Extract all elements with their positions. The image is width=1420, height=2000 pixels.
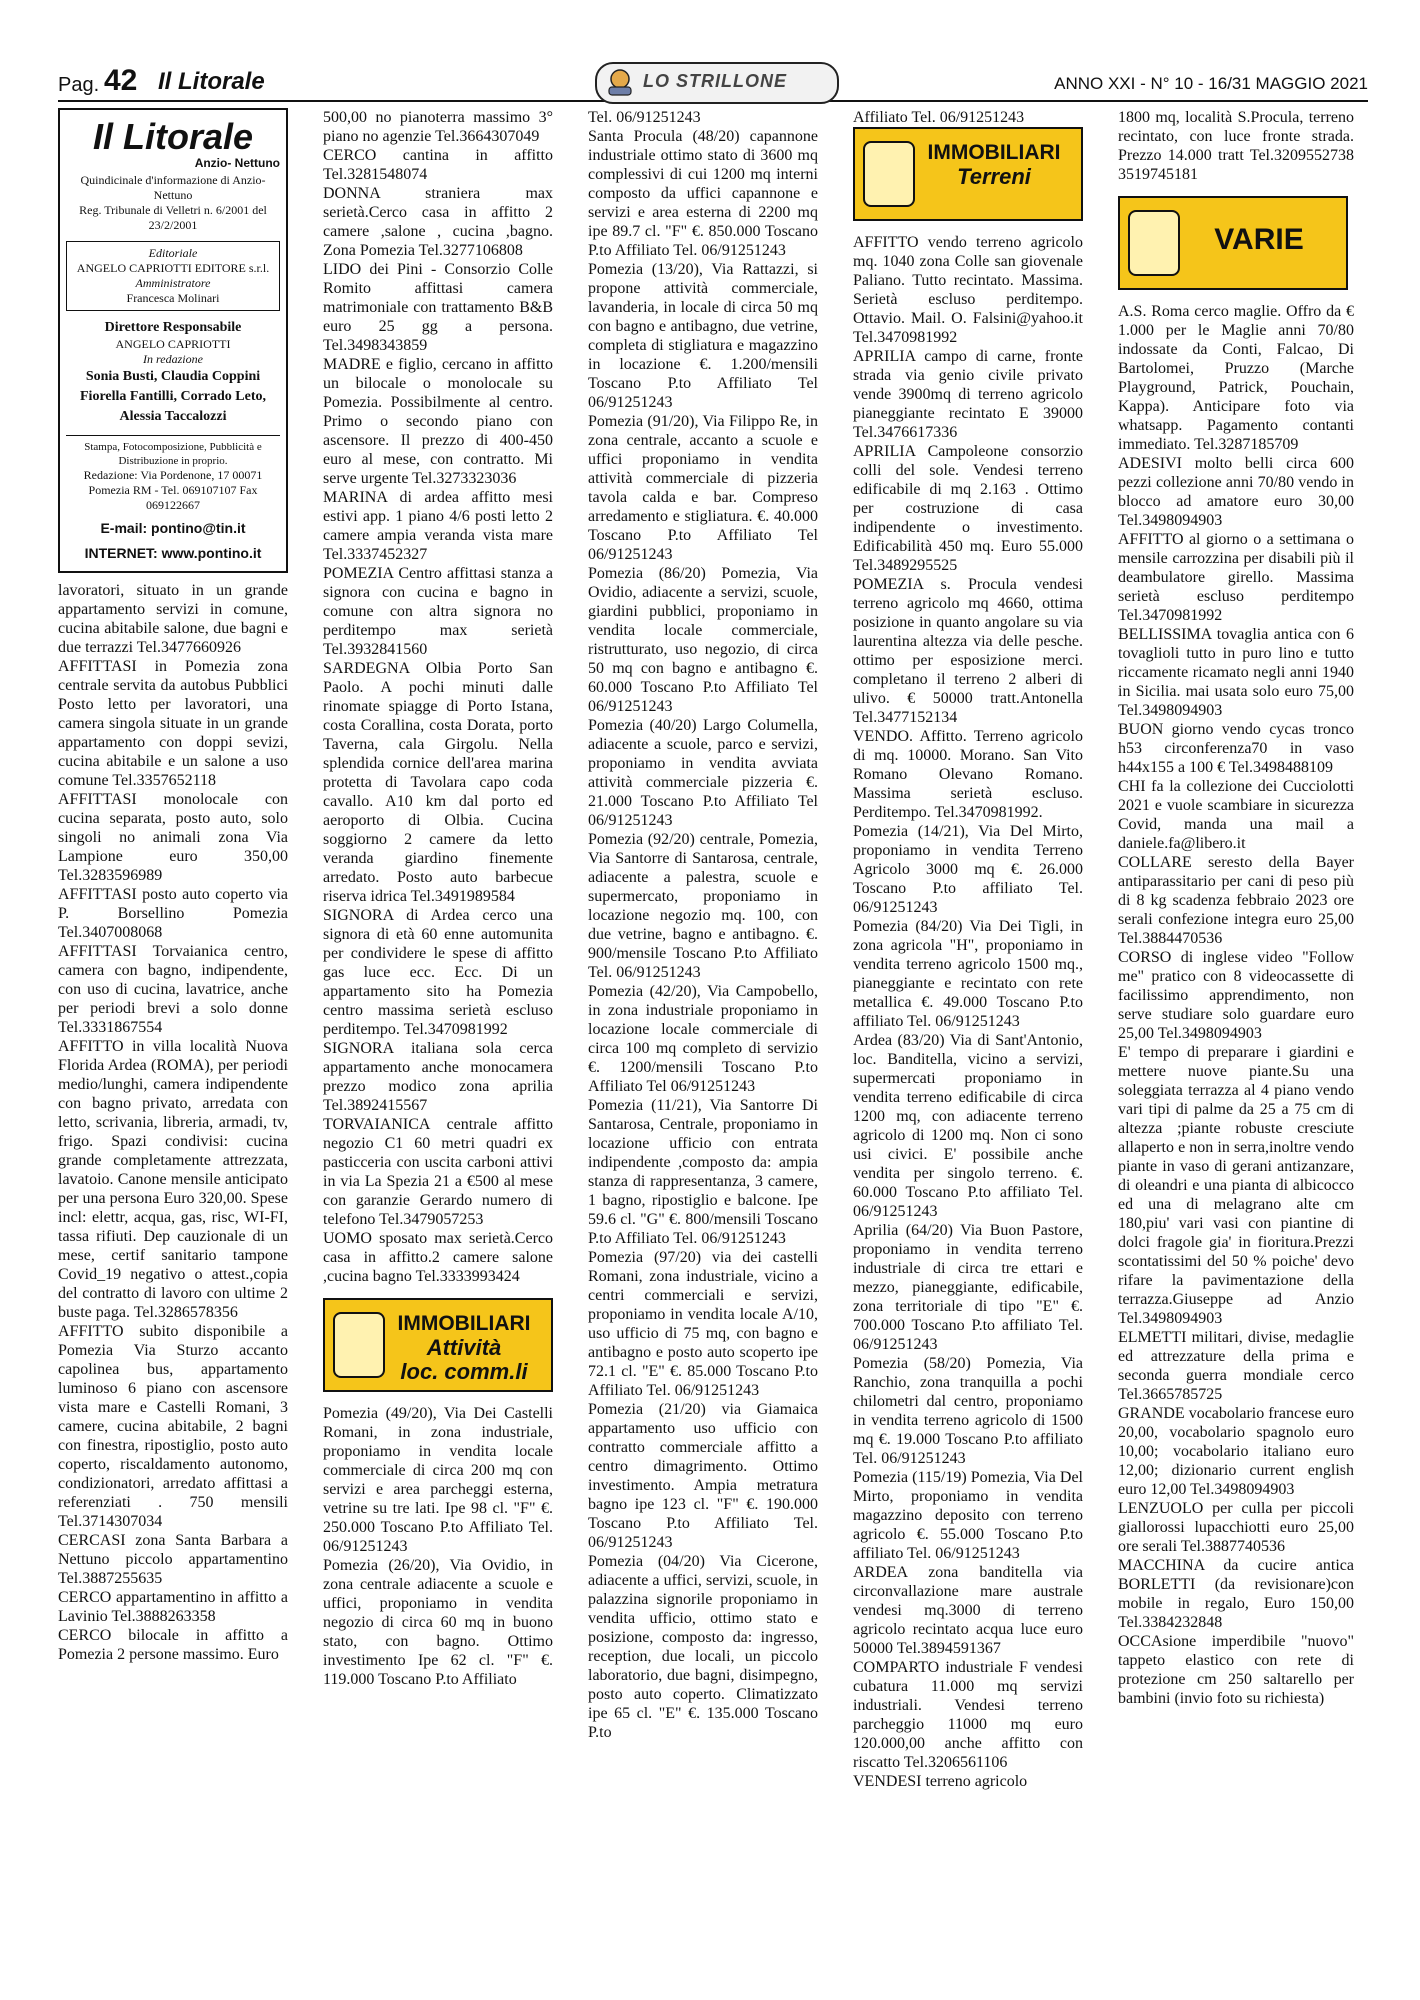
banner-title-line1: IMMOBILIARI [927,141,1061,164]
page-label: Pag. [58,74,100,96]
masthead-description: Quindicinale d'informazione di Anzio-Nettuno [80,173,266,202]
amministratore-name: Francesca Molinari [126,291,220,305]
redazione-label: In redazione [143,352,203,366]
classified-ad: LENZUOLO per culla per piccoli giallorossi lupacchiotti euro 25,00 ore serali Tel.3887740536 [1118,1500,1354,1555]
classified-ad: AFFITTO vendo terreno agricolo mq. 1040 zona Colle san giovenale Paliano. Tutto recintato. Massima. Serietà escluso perditempo. Ottavio. Mail. O. Falsini@yahoo.it Tel.3470981992 [853,234,1083,346]
amministratore-label: Amministratore [135,276,211,290]
logo-text: LO STRILLONE [643,71,787,91]
classified-list [588,108,818,1742]
classified-ad: Aprilia (64/20) Via Buon Pastore, proponiamo in vendita terreno industriale di circa tre ettari e mezzo, pianeggiante, edificabile, zona territoriale di tipo "E" €. 700.000 Toscano P.to affiliato Tel. 06/91251243 [853,1222,1083,1353]
immobiliari-terreni-banner [853,127,1083,221]
classified-ad: A.S. Roma cerco maglie. Offro da € 1.000 per le Maglie anni 70/80 indossate da Conti, Falcao, Di Bartolomei, Pruzzo (Marche Playground, Patrick, Pouchain, Kappa). Anticipare foto via whatsapp. Pagamento contanti immediato. Tel.3287185709 [1118,303,1354,453]
classified-ad: Pomezia (91/20), Via Filippo Re, in zona centrale, accanto a scuole e uffici proponiamo in vendita attività commerciale di pizzeria tavola calda e bar. Compreso arredamento e stigliatura. €. 40.000 Toscano P.to Affiliato Tel 06/91251243 [588,413,818,563]
classified-list [1118,108,1354,184]
classified-ad: Pomezia (04/20) Via Cicerone, adiacente a uffici, servizi, scuole, in palazzina signorile proponiamo in vendita ufficio, ottimo stato e posizione, composto da: ingresso, reception, due locali, un piccolo laboratorio, due bagni, disimpegno, posto auto coperto. Climatizzato ipe 65 cl. "E" €. 135.000 Toscano P.to [588,1553,818,1741]
masthead-title: Il Litorale [92,116,254,157]
classified-ad: AFFITTO subito disponibile a Pomezia Via Sturzo accanto capolinea bus, appartamento luminoso 6 piano con ascensore vista mare e Castelli Romani, 3 camere, cucina abitabile, 2 bagni con finestra, ripostiglio, posto auto coperto, riscaldamento autonomo, condizionatori, arredato affittasi a referenziati . 750 mensili Tel.3714307034 [58,1323,288,1530]
column-5 [1118,108,1354,1708]
classified-ad: AFFITTASI monolocale con cucina separata, posto auto, solo singoli no animali zona Via Lampione euro 350,00 Tel.3283596989 [58,791,288,884]
mascot-badge-icon [333,1312,385,1378]
classified-ad: ADESIVI molto belli circa 600 pezzi collezione anni 70/80 vendo in blocco ad amatore euro 30,00 Tel.3498094903 [1118,455,1354,529]
mascot-badge-icon [1128,210,1180,276]
lo-strillone-logo [595,62,839,104]
editoriale-label: Editoriale [148,246,198,260]
classified-ad: Pomezia (58/20) Pomezia, Via Ranchio, zona tranquilla a pochi chilometri dal centro, proponiamo in vendita terreno agricolo di 1500 mq €. 19.000 Toscano P.to affiliato Tel. 06/91251243 [853,1355,1083,1467]
classified-ad: CORSO di inglese video "Follow me" pratico con 8 videocassette di facilissimo apprendimento, non serve studiare solo guardare euro 25,00 Tel.3498094903 [1118,949,1354,1042]
classified-ad: TORVAIANICA centrale affitto negozio C1 60 metri quadri ex pasticceria con uscita carboni attivi in via La Spezia 21 a €500 al mese con garanzie Gerardo numero di telefono Tel.3479057253 [323,1116,553,1228]
banner-title-line3: loc. comm.li [400,1359,528,1384]
immobiliari-attivita-banner [323,1298,553,1392]
classified-ad: ARDEA zona banditella via circonvallazione mare australe vendesi mq.3000 di terreno agricolo recintato acqua luce euro 50000 Tel.3894591367 [853,1564,1083,1657]
banner-title [913,141,1075,189]
classified-ad: 500,00 no pianoterra massimo 3° piano no agenzie Tel.3664307049 [323,109,553,145]
classified-list [1118,302,1354,1708]
direttore-name: ANGELO CAPRIOTTI [115,337,231,351]
classified-ad: E' tempo di preparare i giardini e mettere nuove piante.Su una soleggiata terrazza al 4 piano vendo vari tipi di palme da 25 a 75 cm di altezza ;piante robuste cresciute allaperto e non in serra,inoltre vendo piante in vaso di gerani antizanzare, di oleandri e una pianta di albicocco ed una di melagrano alte cm 180,piu' vari vasi con piantine di dolci fragole gia' in fioritura.Prezzi scontatissimi del 50 % poiche' devo rifare la pavimentazione della terrazza.Giuseppe ad Anzio Tel.3498094903 [1118,1044,1354,1327]
classified-ad: Pomezia (21/20) via Giamaica appartamento uso ufficio con contratto commerciale affitto a centro dimagrimento. Ottimo investimento. Ampia metratura bagno ipe 123 cl. "F" €. 190.000 Toscano P.to Affiliato Tel. 06/91251243 [588,1401,818,1551]
classified-ad: LIDO dei Pini - Consorzio Colle Romito affittasi camera matrimoniale con trattamento B&B euro 25 gg a persona. Tel.3498343859 [323,261,553,354]
masthead-box [58,108,288,573]
banner-title [383,1312,545,1384]
email-contact: E-mail: pontino@tin.it [100,520,246,536]
classified-ad: DONNA straniera max serietà.Cerco casa in affitto 2 camere ,salone , cucina ,bagno. Zona Pomezia Tel.3277106808 [323,185,553,259]
classified-ad: AFFITTO in villa località Nuova Florida Ardea (ROMA), per periodi medio/lunghi, camera indipendente con bagno privato, arredata con letto, scrivania, libreria, armadi, tv, frigo. Spazi condivisi: cucina grande completamente attrezzata, lavatoio. Canone mensile anticipato per una persona Euro 320,00. Spese incl: elettr, acqua, gas, risc, WI-FI, tassa rifiuti. Dep cauzionale di un mese, certif sanitario tampone Covid_19 negativo o attest.,copia del contratto di lavoro con ultime 2 buste paga. Tel.3286578356 [58,1038,288,1321]
redazione-names: Sonia Busti, Claudia Coppini Fiorella Fantilli, Corrado Leto, Alessia Taccalozzi [80,369,266,424]
classified-ad: GRANDE vocabolario francese euro 20,00, vocabolario spagnolo euro 10,00; vocabolario italiano euro 12,00; dizionario current english euro 12,00 Tel.3498094903 [1118,1405,1354,1498]
classified-ad: Pomezia (49/20), Via Dei Castelli Romani, in zona industriale, proponiamo in vendita locale commerciale di circa 200 mq con servizi e area parcheggi esterna, vetrine su tre lati. Ipe 98 cl. "F" €. 250.000 Toscano P.to Affiliato Tel. 06/91251243 [323,1405,553,1555]
classified-ad: Ardea (83/20) Via di Sant'Antonio, loc. Banditella, vicino a servizi, supermercati proponiamo in vendita terreno edificabile di circa 1200 mq, con adiacente terreno agricolo di 1200 mq. Non ci sono usi civici. E' possibile anche vendita per singolo terreno. €. 60.000 Toscano P.to affiliato Tel. 06/91251243 [853,1032,1083,1220]
classified-ad: SIGNORA di Ardea cerco una signora di età 60 enne automunita per condividere le spese di affitto gas luce ecc. Ecc. Di un appartamento sito ha Pomezia centro massima serietà escluso perditempo. Tel.3470981992 [323,907,553,1038]
column-2 [323,108,553,1689]
publication-name: Il Litorale [158,68,265,95]
classified-ad: Pomezia (42/20), Via Campobello, in zona industriale proponiamo in locazione locale commerciale di circa 100 mq completo di servizio €. 1200/mensili Toscano P.to Affiliato Tel 06/91251243 [588,983,818,1095]
classified-ad: APRILIA campo di carne, fronte strada via genio civile privato vende 3900mq di terreno agricolo pianeggiante recintato E 39000 Tel.3476617336 [853,348,1083,441]
classified-ad: APRILIA Campoleone consorzio colli del sole. Vendesi terreno edificabile di mq 2.163 . Ottimo per costruzione di casa indipendente o investimento. Edificabilità 450 mq. Euro 55.000 Tel.3489295525 [853,443,1083,574]
classified-ad: 1800 mq, località S.Procula, terreno recintato, con luce fronte strada. Prezzo 14.000 tratt Tel.3209552738 3519745181 [1118,109,1354,183]
classified-ad: UOMO sposato max serietà.Cerco casa in affitto.2 camere salone ,cucina bagno Tel.3333993424 [323,1230,553,1285]
classified-ad: OCCAsione imperdibile "nuovo" tappeto elastico con rete di protezione cm 250 saltarello per bambini (invio foto su richiesta) [1118,1633,1354,1707]
classified-ad: MADRE e figlio, cercano in affitto un bilocale o monolocale su Pomezia. Possibilmente al centro. Primo o secondo piano con ascensore. Il prezzo di 400-450 euro al mese, con contratto. Mi serve urgente Tel.3273323036 [323,356,553,487]
varie-banner [1118,196,1348,290]
classified-ad: BELLISSIMA tovaglia antica con 6 tovaglioli tutto in puro lino e tutto riccamente ricamato negli anni 1940 in Sicilia. mai usata solo euro 75,00 Tel.3498094903 [1118,626,1354,719]
classified-ad: Pomezia (11/21), Via Santorre Di Santarosa, Centrale, proponiamo in locazione ufficio con entrata indipendente ,composto da: ampia stanza di rappresentanza, 3 camere, 1 bagno, ripostiglio e balcone. Ipe 59.6 cl. "G" €. 800/mensili Toscano P.to Affiliato Tel. 06/91251243 [588,1097,818,1247]
classified-ad: AFFITTASI in Pomezia zona centrale servita da autobus Pubblici Posto letto per lavoratori, una camera singola situate in un grande appartamento con doppi sevizi, cucina abitabile e un salone a uso comune Tel.3357652118 [58,658,288,789]
classified-ad: MACCHINA da cucire antica BORLETTI (da revisionare)con mobile in regalo, Euro 150,00 Tel.3384232848 [1118,1557,1354,1631]
masthead-subtitle: Anzio- Nettuno [194,156,280,170]
classified-ad: AFFITTO al giorno o a settimana o mensile carrozzina per disabili più il deambulatore girello. Massima serietà escluso perditempo Tel.3470981992 [1118,531,1354,624]
mascot-badge-icon [863,141,915,207]
classified-list [853,233,1083,1791]
column-3 [588,108,818,1742]
classified-ad: SARDEGNA Olbia Porto San Paolo. A pochi minuti dalle rinomate spiagge di Porto Istana, costa Corallina, costa Dorata, porto Taverna, cala Girgolu. Nella splendida cornice dell'area marina protetta di Tavolara capo coda cavallo. A10 km dal porto ed aeroporto di Olbia. Cucina soggiorno 2 camere da letto veranda giardino finemente arredato. Posto auto barbecue riserva idrica Tel.3491989584 [323,660,553,905]
classified-ad: CERCO cantina in affitto Tel.3281548074 [323,147,553,183]
classified-ad: ELMETTI militari, divise, medaglie ed attrezzature della prima e seconda guerra mondiale cerco Tel.3665785725 [1118,1329,1354,1403]
redazione-address: Redazione: Via Pordenone, 17 00071 Pomezia RM - Tel. 069107107 Fax 069122667 [83,468,263,512]
editore-name: ANGELO CAPRIOTTI EDITORE s.r.l. [76,261,270,275]
classified-ad: AFFITTASI posto auto coperto via P. Borsellino Pomezia Tel.3407008068 [58,886,288,941]
classified-ad: Pomezia (92/20) centrale, Pomezia, Via Santorre di Santarosa, centrale, adiacente a palestra, scuole e supermercato, proponiamo in locazione negozio mq. 100, con due vetrine, bagno e antibagno. €. 900/mensile Toscano P.to Affiliato Tel. 06/91251243 [588,831,818,981]
classified-ad: CERCASI zona Santa Barbara a Nettuno piccolo appartamentino Tel.3887255635 [58,1532,288,1587]
classified-ad: COLLARE seresto della Bayer antiparassitario per cani di peso più di 8 kg scadenza febbraio 2023 ore serali confezione integra euro 25,00 Tel.3884470536 [1118,854,1354,947]
classified-list [323,108,553,1286]
classified-ad: COMPARTO industriale F vendesi cubatura 11.000 mq servizi industriali. Vendesi terreno parcheggio 11000 mq euro 120.000,00 anche affitto con riscatto Tel.3206561106 [853,1659,1083,1771]
classified-ad: Pomezia (13/20), Via Rattazzi, si propone attività commerciale, lavanderia, in locale di circa 50 mq con bagno e antibagno, due vetrine, completa di stigliatura e magazzino in locazione €. 1.200/mensili Toscano P.to Affiliato Tel 06/91251243 [588,261,818,411]
classified-list [853,108,1083,127]
masthead-registration: Reg. Tribunale di Velletri n. 6/2001 del 23/2/2001 [79,203,267,232]
banner-title-line2: Attività [426,1335,502,1360]
direttore-label: Direttore Responsabile [104,320,242,335]
classified-ad: AFFITTASI Torvaianica centro, camera con bagno, indipendente, con uso di cucina, lavatrice, anche per periodi brevi a solo donne Tel.3331867554 [58,943,288,1036]
classified-ad: Pomezia (40/20) Largo Columella, adiacente a scuole, parco e servizi, proponiamo in vendita avviata attività commerciale pizzeria €. 21.000 Toscano P.to Affiliato Tel 06/91251243 [588,717,818,829]
classified-ad: BUON giorno vendo cycas tronco h53 circonferenza70 in vaso h44x155 a 100 € Tel.3498488109 [1118,721,1354,776]
classified-ad: Santa Procula (48/20) capannone industriale ottimo stato di 3600 mq complessivi di cui 1200 mq interni composto da uffici capannone e servizi e area esterna di 2200 mq ipe 89.7 cl. "F" €. 850.000 Toscano P.to Affiliato Tel. 06/91251243 [588,128,818,259]
classified-ad: POMEZIA s. Procula vendesi terreno agricolo mq 4660, ottima posizione in quanto angolare su via laurentina altezza via delle pesche. ottimo per esposizione merci. completano il terreno 2 alberi di ulivo. € 50000 tratt.Antonella Tel.3477152134 [853,576,1083,726]
editor-box [66,241,280,311]
classified-ad: Pomezia (26/20), Via Ovidio, in zona centrale adiacente a scuole e uffici, proponiamo in vendita negozio di circa 60 mq in buono stato, con bagno. Ottimo investimento Ipe 62 cl. "F" €. 119.000 Toscano P.to Affiliato [323,1557,553,1688]
classified-ad: Tel. 06/91251243 [588,109,701,126]
classified-ad: CHI fa la collezione dei Cucciolotti 2021 e vuole scambiare in sicurezza Covid, manda una mail a daniele.fa@libero.it [1118,778,1354,852]
column-4 [853,108,1083,1791]
banner-title-line1: IMMOBILIARI [397,1312,531,1335]
classified-ad: VENDO. Affitto. Terreno agricolo di mq. 10000. Morano. San Vito Romano Olevano Romano. Massima serietà escluso. Perditempo. Tel.3470981992. [853,728,1083,821]
classified-ad: CERCO bilocale in affitto a Pomezia 2 persone massimo. Euro [58,1627,288,1663]
classified-list [58,581,288,1664]
classified-ad: VENDESI terreno agricolo [853,1773,1028,1790]
stampa-note: Stampa, Fotocomposizione, Pubblicità e Distribuzione in proprio. [66,435,280,468]
classified-ad: lavoratori, situato in un grande appartamento servizi in comune, cucina abitabile salone, due bagni e due terrazzi Tel.3477660926 [58,582,288,656]
mascot-icon [603,67,637,97]
banner-title: VARIE [1214,223,1304,256]
classified-ad: Pomezia (115/19) Pomezia, Via Del Mirto, proponiamo in vendita magazzino deposito con terreno agricolo €. 55.000 Toscano P.to affiliato Tel. 06/91251243 [853,1469,1083,1562]
classified-ad: Pomezia (14/21), Via Del Mirto, proponiamo in vendita Terreno Agricolo 3000 mq €. 26.000 Toscano P.to affiliato Tel. 06/91251243 [853,823,1083,916]
classified-list [323,1404,553,1689]
internet-contact: INTERNET: www.pontino.it [84,545,262,561]
classified-ad: Pomezia (86/20) Pomezia, Via Ovidio, adiacente a servizi, scuole, giardini pubblici, proponiamo in vendita locale commerciale, ristrutturato, uso negozio, di circa 50 mq con bagno e antibagno €. 60.000 Toscano P.to Affiliato Tel 06/91251243 [588,565,818,715]
classified-ad: Affiliato Tel. 06/91251243 [853,109,1025,126]
page-number: 42 [104,64,138,97]
classified-ad: Pomezia (97/20) via dei castelli Romani, zona industriale, vicino a centri commerciali e servizi, proponiamo in vendita locale A/10, uso ufficio di 75 mq, con bagno e antibagno e posto auto scoperto ipe 72.1 cl. "E" €. 85.000 Toscano P.to Affiliato Tel. 06/91251243 [588,1249,818,1399]
classified-ad: Pomezia (84/20) Via Dei Tigli, in zona agricola "H", proponiamo in vendita terreno agricolo 1500 mq., pianeggiante e recintato con rete metallica €. 49.000 Toscano P.to affiliato Tel. 06/91251243 [853,918,1083,1030]
banner-title-line2: Terreni [957,164,1031,189]
column-1 [58,108,288,1664]
issue-date: ANNO XXI - N° 10 - 16/31 MAGGIO 2021 [1054,74,1368,93]
classified-ad: POMEZIA Centro affittasi stanza a signora con cucina e bagno in comune con altra signora no perditempo max serietà Tel.3932841560 [323,565,553,658]
classified-ad: CERCO appartamentino in affitto a Lavinio Tel.3888263358 [58,1589,288,1625]
classified-ad: SIGNORA italiana sola cerca appartamento anche monocamera prezzo modico zona aprilia Tel.3892415567 [323,1040,553,1114]
classified-ad: MARINA di ardea affitto mesi estivi app. 1 piano 4/6 posti letto 2 camere ampia veranda vista mare Tel.3337452327 [323,489,553,563]
